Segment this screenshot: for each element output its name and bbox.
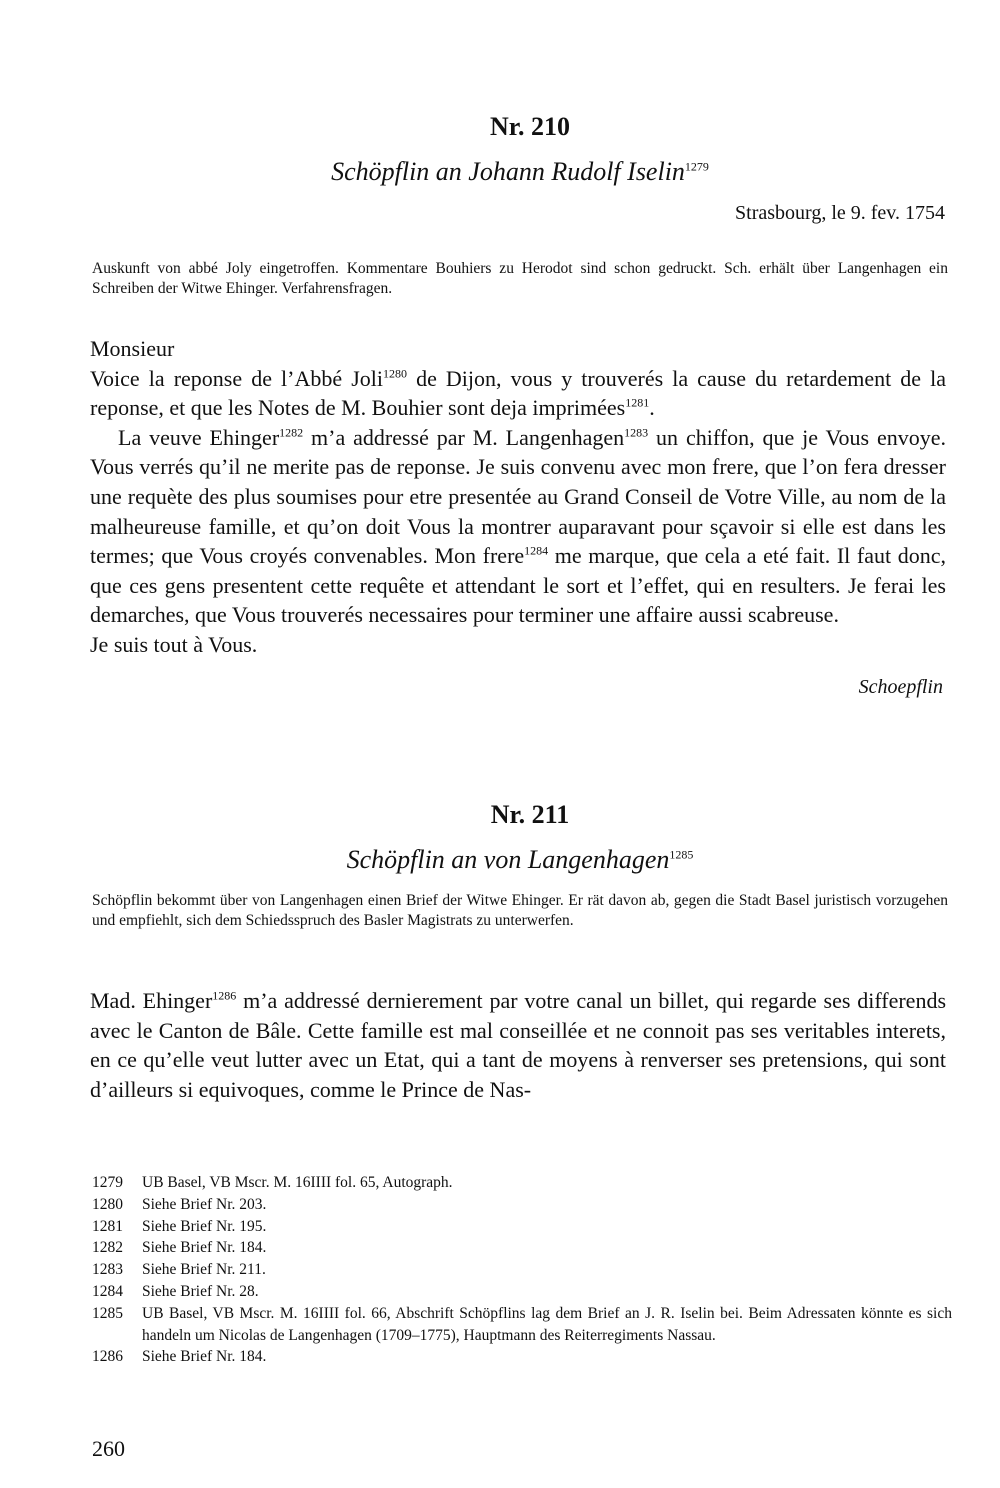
- footnote: [92, 1237, 952, 1259]
- footnote-ref: 1283: [624, 425, 649, 440]
- letter-title: [0, 845, 1000, 875]
- body-paragraph: [90, 986, 946, 1104]
- letter-number: Nr. 210: [490, 112, 570, 141]
- letter-title-text: Schöpflin an von Langenhagen: [346, 845, 670, 874]
- text-run: Voice la reponse de l’Abbé Joli: [90, 365, 383, 391]
- page-number: 260: [92, 1436, 125, 1461]
- footnote-text: UB Basel, VB Mscr. M. 16IIII fol. 66, Abschrift Schöpflins lag dem Brief an J. R. Iselin bei. Beim Adressaten könnte es sich handeln um Nicolas de Langenhagen (1709–1775), Hauptmann des Reiterregiments Nassau.: [142, 1304, 952, 1344]
- text-run: La veuve Ehinger: [118, 424, 280, 450]
- text-run: de Dijon, vous y trouverés la cause du retardement de la reponse, et que les Notes de M. Bouhier sont deja imprimées: [90, 365, 946, 421]
- letter-body: [90, 986, 946, 1104]
- footnote: [92, 1303, 952, 1347]
- text-run: m’a addressé par M. Langenhagen: [303, 424, 625, 450]
- footnote-text: Siehe Brief Nr. 28.: [142, 1282, 259, 1300]
- letter-summary: Schöpflin bekommt über von Langenhagen einen Brief der Witwe Ehinger. Er rät davon ab, gegen die Stadt Basel juristisch vorzugehen und empfiehlt, sich dem Schiedsspruch des Basler Magistrats zu unterwerfen.: [92, 892, 948, 929]
- footnote-ref: 1281: [625, 395, 650, 410]
- footnote-ref: 1279: [684, 159, 709, 174]
- footnote-number: 1285: [92, 1304, 123, 1322]
- signature: Schoepflin: [858, 676, 943, 698]
- salutation: Monsieur: [90, 336, 175, 361]
- text-run: Mad. Ehinger: [90, 988, 213, 1013]
- footnote-ref: 1286: [212, 988, 237, 1003]
- footnote-ref: 1280: [383, 366, 407, 381]
- text-run: m’a addressé dernierement par votre canal un billet, qui regarde ses differends avec le Canton de Bâle. Cette famille est mal conseillée et ne connoit pas ses veritables interets, en ce qu’elle veut lutter avec un Etat, qui a tant de moyens à renverser ses pretensions, qui sont d’ailleurs si equivoques, comme le Prince de Nas-: [90, 988, 947, 1102]
- footnote-number: 1279: [92, 1174, 123, 1191]
- footnote-number: 1280: [92, 1195, 123, 1213]
- text-run: .: [649, 395, 655, 421]
- letter-body: [90, 334, 946, 660]
- letter-title-text: Schöpflin an Johann Rudolf Iselin: [331, 157, 685, 186]
- closing: Je suis tout à Vous.: [90, 631, 258, 657]
- footnote-text: Siehe Brief Nr. 195.: [142, 1217, 267, 1235]
- letter-summary: Auskunft von abbé Joly eingetroffen. Kommentare Bouhiers zu Herodot sind schon gedruckt. Sch. erhält über Langenhagen ein Schreiben der Witwe Ehinger. Verfahrensfragen.: [92, 260, 948, 297]
- footnote: [92, 1346, 952, 1368]
- letter-title: [0, 157, 1000, 187]
- footnote: [92, 1194, 952, 1216]
- footnote-text: Siehe Brief Nr. 203.: [142, 1195, 267, 1213]
- footnote: [92, 1281, 952, 1303]
- footnotes: [92, 1172, 952, 1368]
- letter-place-date: Strasbourg, le 9. fev. 1754: [735, 202, 945, 224]
- footnote-number: 1284: [92, 1282, 123, 1300]
- footnote-text: UB Basel, VB Mscr. M. 16IIII fol. 65, Autograph.: [142, 1174, 453, 1191]
- footnote: [92, 1259, 952, 1281]
- footnote-ref: 1285: [669, 847, 694, 862]
- letter-number: Nr. 211: [490, 800, 570, 829]
- footnote-number: 1282: [92, 1239, 123, 1257]
- text-run: un chiffon, que je Vous envoye. Vous verrés qu’il ne merite pas de reponse. Je suis convenu avec mon frere, que l’on fera dresser une requète des plus soumises pour etre presentée au Grand Conseil de Votre Ville, au nom de la malheureuse famille, et qu’on doit Vous la montrer auparavant pour sçavoir si elle est dans les termes; que Vous croyés convenables. Mon frere: [90, 424, 946, 569]
- footnote-text: Siehe Brief Nr. 184.: [142, 1239, 267, 1257]
- body-paragraph: [90, 364, 946, 423]
- footnote: [92, 1216, 952, 1238]
- text-run: me marque, que cela a eté fait. Il faut donc, que ces gens presentent cette requête et attendant le sort et l’effet, qui en resulters. Je ferai les demarches, que Vous trouverés necessaires pour terminer une affaire aussi scabreuse.: [90, 543, 946, 628]
- footnote-number: 1283: [92, 1261, 123, 1279]
- footnote-number: 1286: [92, 1348, 123, 1366]
- footnote-ref: 1284: [524, 543, 549, 558]
- footnote-text: Siehe Brief Nr. 211.: [142, 1261, 266, 1279]
- footnote-number: 1281: [92, 1217, 123, 1235]
- footnote-ref: 1282: [279, 425, 304, 440]
- footnote-text: Siehe Brief Nr. 184.: [142, 1348, 267, 1366]
- footnote: [92, 1172, 952, 1194]
- body-paragraph: [90, 423, 946, 630]
